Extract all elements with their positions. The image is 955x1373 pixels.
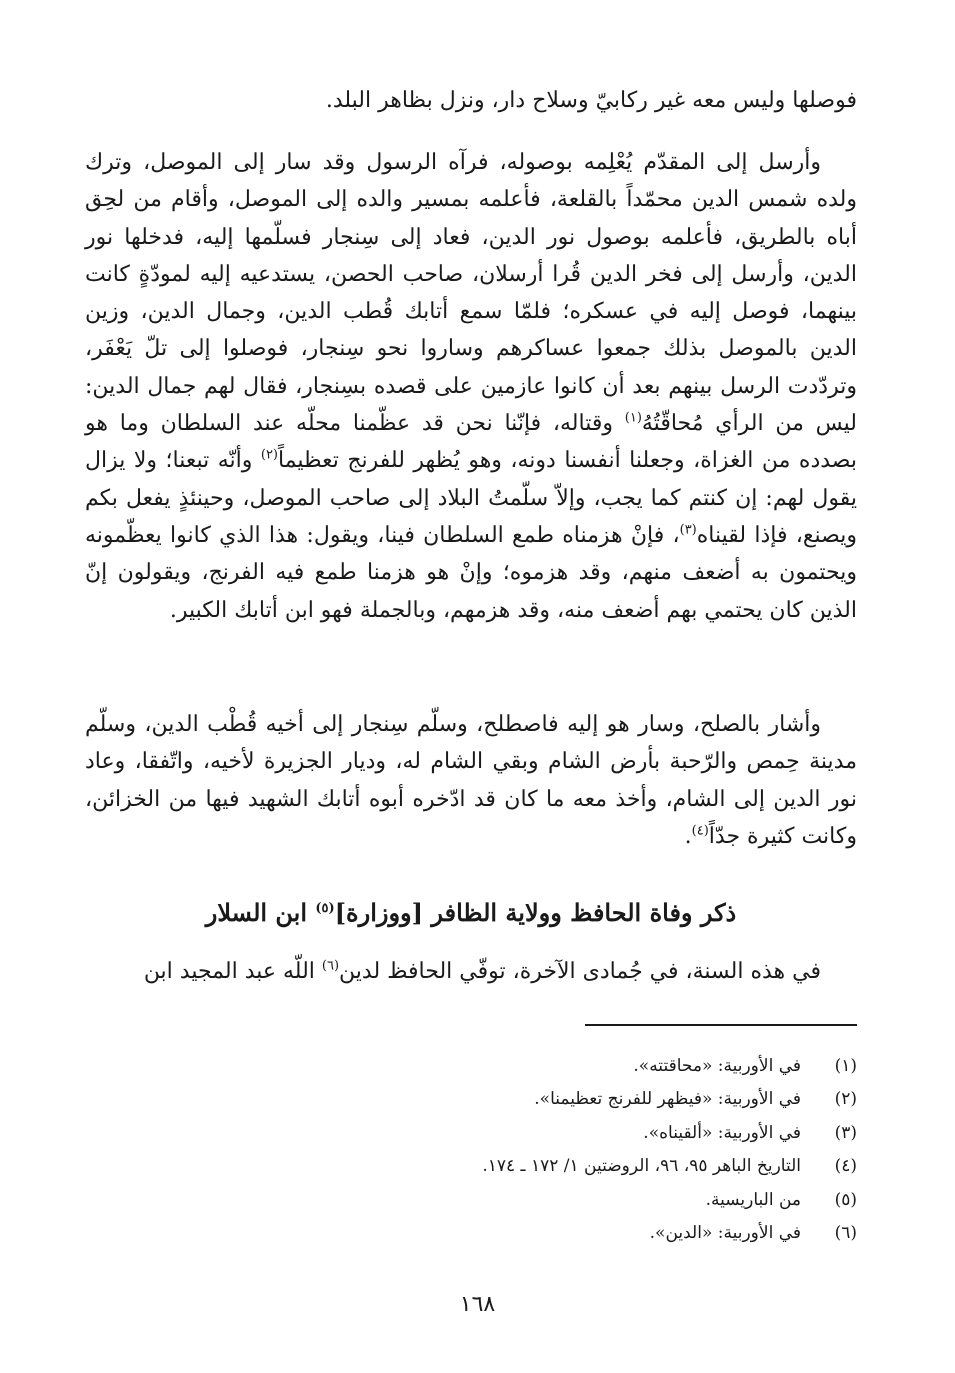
text-run: في هذه السنة، في جُمادى الآخرة، توفّي الحافظ لدين [339,959,821,984]
body-paragraph-2 [85,144,857,629]
body-paragraph-1 [85,82,857,119]
footnote-item [157,1184,857,1217]
footnote-ref-5: (٥) [315,901,335,916]
footnote-number: (٣) [834,1122,857,1143]
paragraph-text: فوصلها وليس معه غير ركابيّ وسلاح دار، ونزل بظاهر البلد. [325,88,857,113]
paragraph-text [85,953,857,990]
footnote-item [157,1150,857,1183]
footnote-item [157,1117,857,1150]
footnote-divider [585,1024,857,1026]
text-run: وأنّه تبعنا؛ ولا يزال يقول لهم: إن كنتم كما يجب، وإلاّ سلّمتُ البلاد إلى صاحب الموصل، وحينئذٍ يفعل بكم ويصنع، فإذا لقيناه [85,448,857,548]
body-paragraph-3 [85,706,857,855]
footnote-number: (٢) [834,1089,857,1110]
footnote-ref-2: (٢) [260,448,278,464]
heading-text: ابن السلار [205,898,316,927]
footnote-item [157,1050,857,1083]
footnote-number: (٦) [834,1223,857,1244]
section-heading [85,893,857,933]
footnote-text: في الأوربية: «الدين». [649,1223,801,1244]
body-paragraph-4 [85,953,857,990]
paragraph-text [85,706,857,855]
footnote-number: (٤) [834,1156,857,1177]
text-run: . [684,823,692,849]
text-run: اللّه عبد المجيد ابن [143,959,322,984]
text-run: ، فإنْ هزمناه طمع السلطان فينا، ويقول: هذا الذي كانوا يعظّمونه ويحتمون به أضعف منهم، وقد هزموه؛ وإنْ هو هزمنا طمع فيه الفرنج، ويقولون إنّ الذين كان يحتمي بهم أضعف منه، وقد هزمهم، وبالجملة فهو ابن أتابك الكبير. [85,522,857,623]
page-number: ١٦٨ [459,1292,496,1317]
footnote-text: في الأوربية: «محاقتته». [633,1056,801,1076]
text-run: وأرسل إلى المقدّم يُعْلِمه بوصوله، فرآه الرسول وقد سار إلى الموصل، وترك ولده شمس الدين محمّداً بالقلعة، فأعلمه بمسير والده إلى الموصل، وأقام من لحِق أباه بالطريق، فأعلمه بوصول نور الدين، فعاد إلى سِنجار فسلّمها إليه، فدخلها نور الدين، وأرسل إلى فخر الدين قُرا أرسلان، صاحب الحصن، يستدعيه إليه لمودّةٍ كانت بينهما، فوصل إليه في عسكره؛ فلمّا سمع أتابك قُطب الدين، وجمال الدين، وزين الدين بالموصل بذلك جمعوا عساكرهم وساروا نحو سِنجار، فوصلوا إلى تلّ يَعْفَر، وتردّدت الرسل بينهم بعد أن كانوا عازمين على قصده بسِنجار، فقال لهم جمال الدين: ليس من الرأي مُحاقّتُهُ [85,150,858,437]
footnote-text: التاريخ الباهر ٩٥، ٩٦، الروضتين ١/ ١٧٢ ـ ١٧٤. [482,1156,801,1177]
footnote-item [157,1083,857,1116]
footnote-text: من الباريسية. [705,1189,801,1210]
footnote-item [157,1217,857,1250]
paragraph-text [85,144,857,629]
footnote-text: في الأوربية: «ألقيناه». [643,1122,801,1143]
footnote-ref-3: (٣) [679,522,697,538]
footnotes-list [157,1050,857,1250]
footnote-number: (٥) [834,1189,857,1210]
text-run: وقتاله، فإنّنا نحن قد عظّمنا محلّه عند السلطان وما هو بصدده من الغزاة، وجعلنا أنفسنا دونه، وهو يُظهر للفرنج تعظيماً [85,411,858,474]
footnote-ref-4: (٤) [691,823,709,839]
footnote-ref-1: (١) [624,410,642,426]
text-run: وأشار بالصلح، وسار هو إليه فاصطلح، وسلّم سِنجار إلى أخيه قُطْب الدين، وسلّم مدينة حِمص والرّحبة بأرض الشام وبقي الشام له، وديار الجزيرة لأخيه، واتّفقا، وعاد نور الدين إلى الشام، وأخذ معه ما كان قد ادّخره أبوه أتابك الشهيد فيها من الخزائن، وكانت كثيرة جدّاً [85,712,857,849]
footnote-text: في الأوربية: «فيظهر للفرنج تعظيمنا». [534,1089,801,1110]
footnote-number: (١) [834,1056,857,1076]
heading-text: ذكر وفاة الحافظ وولاية الظافر [ووزارة] [334,898,737,927]
footnote-ref-6: (٦) [321,958,340,974]
